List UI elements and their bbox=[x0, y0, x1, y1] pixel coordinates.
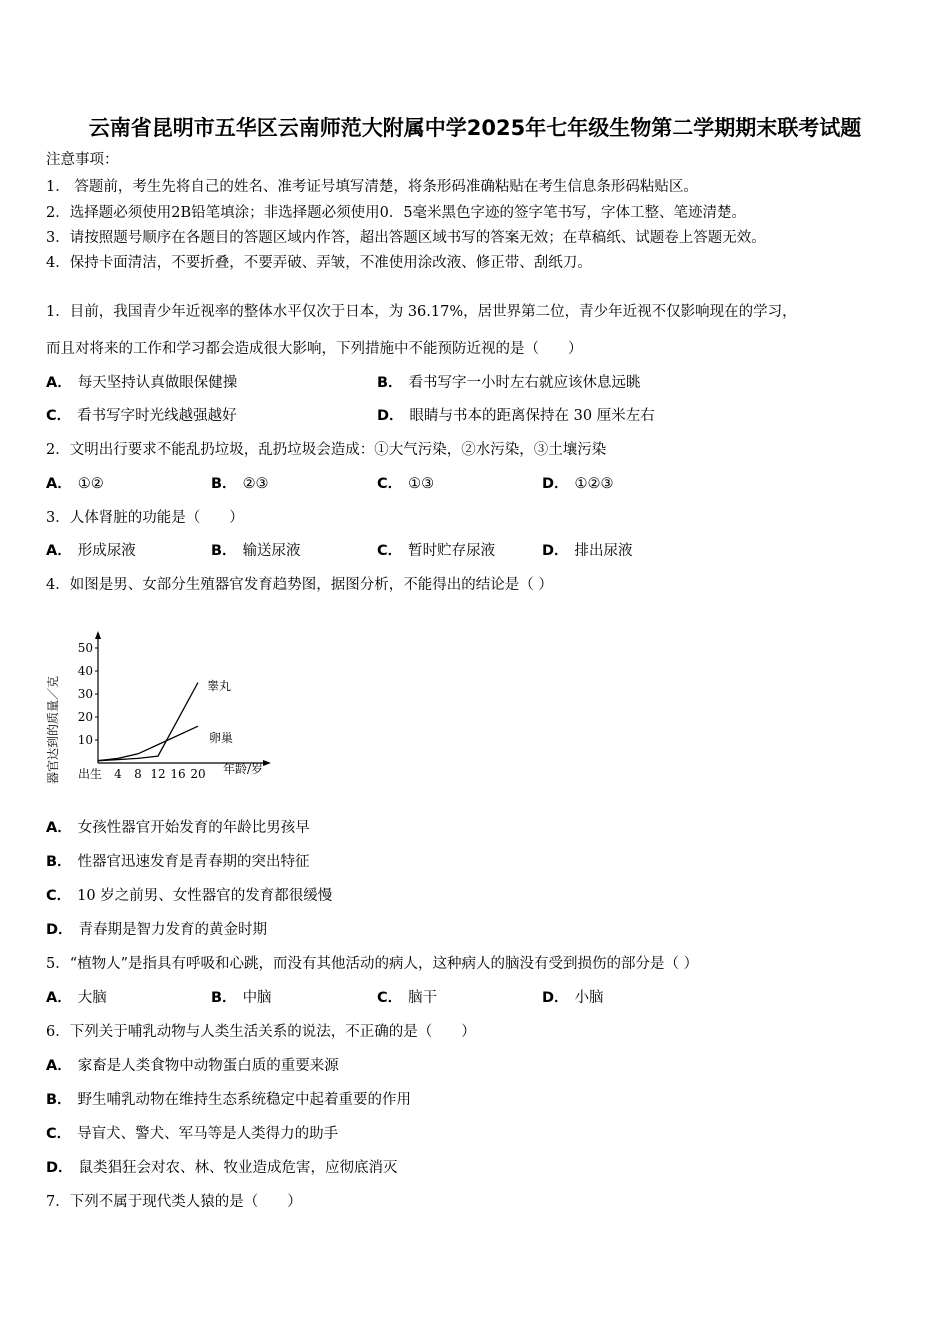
y-tick-label: 40 bbox=[77, 664, 93, 678]
note-item: 1． 答题前，考生先将自己的姓名、准考证号填写清楚，将条形码准确粘贴在考生信息条形码粘贴区。 bbox=[46, 179, 698, 195]
option-5c: C． 脑干 bbox=[377, 990, 438, 1006]
option-5d: D． 小脑 bbox=[542, 990, 604, 1006]
note-item: 3．请按照题号顺序在各题目的答题区域内作答，超出答题区域书写的答案无效；在草稿纸、试题卷上答题无效。 bbox=[46, 230, 766, 246]
option-4d: D． 青春期是智力发育的黄金时期 bbox=[46, 922, 268, 938]
option-1b: B． 看书写字一小时左右就应该休息远眺 bbox=[377, 375, 641, 391]
y-tick-label: 10 bbox=[77, 733, 93, 747]
y-tick-label: 20 bbox=[77, 710, 93, 724]
option-3d: D． 排出尿液 bbox=[542, 543, 633, 559]
series-line-ovary bbox=[98, 726, 198, 761]
note-item: 2．选择题必须使用2B铅笔填涂；非选择题必须使用0．5毫米黑色字迹的签字笔书写，字体工整、笔迹清楚。 bbox=[46, 205, 747, 221]
question-1-stem: 而且对将来的工作和学习都会造成很大影响，下列措施中不能预防近视的是（ ） bbox=[46, 341, 583, 357]
notes-heading: 注意事项： bbox=[46, 152, 119, 168]
option-1d: D． 眼睛与书本的距离保持在 30 厘米左右 bbox=[377, 408, 655, 424]
chart-series bbox=[98, 683, 198, 761]
x-tick-label: 4 bbox=[114, 767, 122, 781]
x-axis-label: 年龄/岁 bbox=[223, 762, 264, 776]
organ-development-chart bbox=[40, 605, 280, 790]
x-tick-label: 12 bbox=[150, 767, 166, 781]
x-tick-label: 8 bbox=[134, 767, 142, 781]
note-item: 4．保持卡面清洁，不要折叠，不要弄破、弄皱，不准使用涂改液、修正带、刮纸刀。 bbox=[46, 255, 592, 271]
series-label-ovary: 卵巢 bbox=[209, 731, 234, 745]
option-6c: C． 导盲犬、警犬、军马等是人类得力的助手 bbox=[46, 1126, 339, 1142]
option-1c: C． 看书写字时光线越强越好 bbox=[46, 408, 237, 424]
question-4-stem: 4．如图是男、女部分生殖器官发育趋势图，据图分析，不能得出的结论是（ ） bbox=[46, 577, 553, 593]
option-4a: A． 女孩性器官开始发育的年龄比男孩早 bbox=[46, 820, 310, 836]
y-axis-label: 器官达到的质量／克 bbox=[46, 675, 60, 785]
question-7-stem: 7．下列不属于现代类人猿的是（ ） bbox=[46, 1194, 302, 1210]
option-2a: A． ①② bbox=[46, 476, 104, 492]
question-1-stem: 1．目前，我国青少年近视率的整体水平仅次于日本，为 36.17%，居世界第二位，青少年近视不仅影响现在的学习， bbox=[46, 304, 797, 320]
option-6d: D． 鼠类猖狂会对农、林、牧业造成危害，应彻底消灭 bbox=[46, 1160, 398, 1176]
question-2-stem: 2．文明出行要求不能乱扔垃圾，乱扔垃圾会造成：①大气污染，②水污染，③土壤污染 bbox=[46, 442, 607, 458]
x-ticks bbox=[78, 766, 206, 781]
option-4c: C． 10 岁之前男、女性器官的发育都很缓慢 bbox=[46, 888, 333, 904]
question-3-stem: 3．人体肾脏的功能是（ ） bbox=[46, 510, 244, 526]
x-tick-label: 20 bbox=[190, 767, 206, 781]
option-2d: D． ①②③ bbox=[542, 476, 614, 492]
question-5-stem: 5．“植物人”是指具有呼吸和心跳，而没有其他活动的病人，这种病人的脑没有受到损伤的部分是（ ） bbox=[46, 956, 699, 972]
question-6-stem: 6．下列关于哺乳动物与人类生活关系的说法，不正确的是（ ） bbox=[46, 1024, 476, 1040]
option-2c: C． ①③ bbox=[377, 476, 435, 492]
option-2b: B． ②③ bbox=[211, 476, 269, 492]
option-3c: C． 暂时贮存尿液 bbox=[377, 543, 496, 559]
option-3b: B． 输送尿液 bbox=[211, 543, 301, 559]
option-1a: A． 每天坚持认真做眼保健操 bbox=[46, 375, 238, 391]
series-label-testis: 睾丸 bbox=[207, 679, 232, 693]
page-title: 云南省昆明市五华区云南师范大附属中学2025年七年级生物第二学期期末联考试题 bbox=[88, 116, 862, 140]
option-6b: B． 野生哺乳动物在维持生态系统稳定中起着重要的作用 bbox=[46, 1092, 412, 1108]
x-tick-label: 出生 bbox=[77, 767, 103, 781]
y-tick-label: 30 bbox=[77, 687, 93, 701]
y-tick-label: 50 bbox=[77, 641, 93, 655]
y-axis-arrow bbox=[95, 631, 101, 639]
x-tick-label: 16 bbox=[170, 767, 186, 781]
chart-axes bbox=[95, 631, 271, 766]
option-5b: B． 中脑 bbox=[211, 990, 272, 1006]
option-3a: A． 形成尿液 bbox=[46, 543, 136, 559]
x-axis-arrow bbox=[263, 760, 271, 766]
option-6a: A． 家畜是人类食物中动物蛋白质的重要来源 bbox=[46, 1058, 339, 1074]
option-4b: B． 性器官迅速发育是青春期的突出特征 bbox=[46, 854, 310, 870]
y-ticks bbox=[78, 641, 98, 747]
option-5a: A． 大脑 bbox=[46, 990, 107, 1006]
